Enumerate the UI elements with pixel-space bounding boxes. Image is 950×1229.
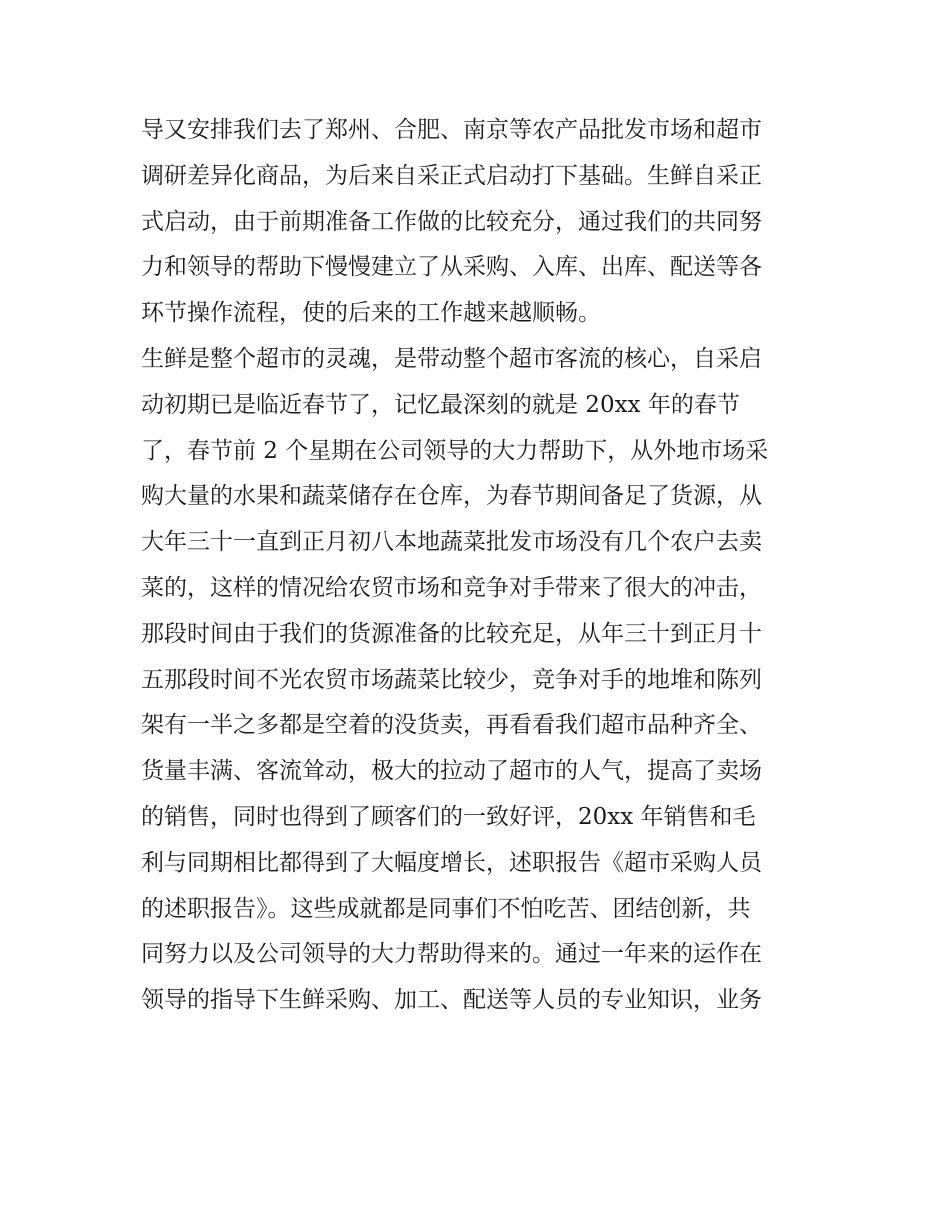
text-line: 菜的，这样的情况给农贸市场和竞争对手带来了很大的冲击， (141, 574, 762, 601)
text-line: 货量丰满、客流耸动，极大的拉动了超市的人气，提高了卖场 (141, 758, 762, 785)
text-line: 的销售，同时也得到了顾客们的一致好评，20xx 年销售和毛 (141, 803, 756, 830)
text-line: 力和领导的帮助下慢慢建立了从采购、入库、出库、配送等各 (141, 254, 762, 281)
text-line: 五那段时间不光农贸市场蔬菜比较少，竞争对手的地堆和陈列 (141, 666, 762, 693)
text-line: 生鲜是整个超市的灵魂，是带动整个超市客流的核心，自采启 (141, 345, 762, 372)
text-line: 导又安排我们去了郑州、合肥、南京等农产品批发市场和超市 (141, 117, 762, 143)
text-line: 调研差异化商品，为后来自采正式启动打下基础。生鲜自采正 (141, 162, 762, 189)
text-line: 那段时间由于我们的货源准备的比较充足，从年三十到正月十 (141, 620, 762, 647)
text-line: 利与同期相比都得到了大幅度增长，述职报告《超市采购人员 (141, 849, 762, 876)
text-line: 了，春节前 2 个星期在公司领导的大力帮助下，从外地市场采 (141, 437, 769, 464)
text-line: 动初期已是临近春节了，记忆最深刻的就是 20xx 年的春节 (141, 391, 740, 418)
text-line: 领导的指导下生鲜采购、加工、配送等人员的专业知识，业务 (141, 987, 762, 1014)
text-line: 同努力以及公司领导的大力帮助得来的。通过一年来的运作在 (141, 941, 762, 968)
body-text (141, 108, 831, 1024)
text-line: 大年三十一直到正月初八本地蔬菜批发市场没有几个农户去卖 (141, 529, 762, 556)
text-line: 式启动，由于前期准备工作做的比较充分，通过我们的共同努 (141, 208, 762, 235)
text-line: 的述职报告》。这些成就都是同事们不怕吃苦、团结创新，共 (141, 895, 751, 922)
text-line: 购大量的水果和蔬菜储存在仓库，为春节期间备足了货源，从 (141, 483, 762, 510)
text-line: 架有一半之多都是空着的没货卖，再看看我们超市品种齐全、 (141, 712, 762, 739)
text-line: 环节操作流程，使的后来的工作越来越顺畅。 (141, 300, 601, 327)
